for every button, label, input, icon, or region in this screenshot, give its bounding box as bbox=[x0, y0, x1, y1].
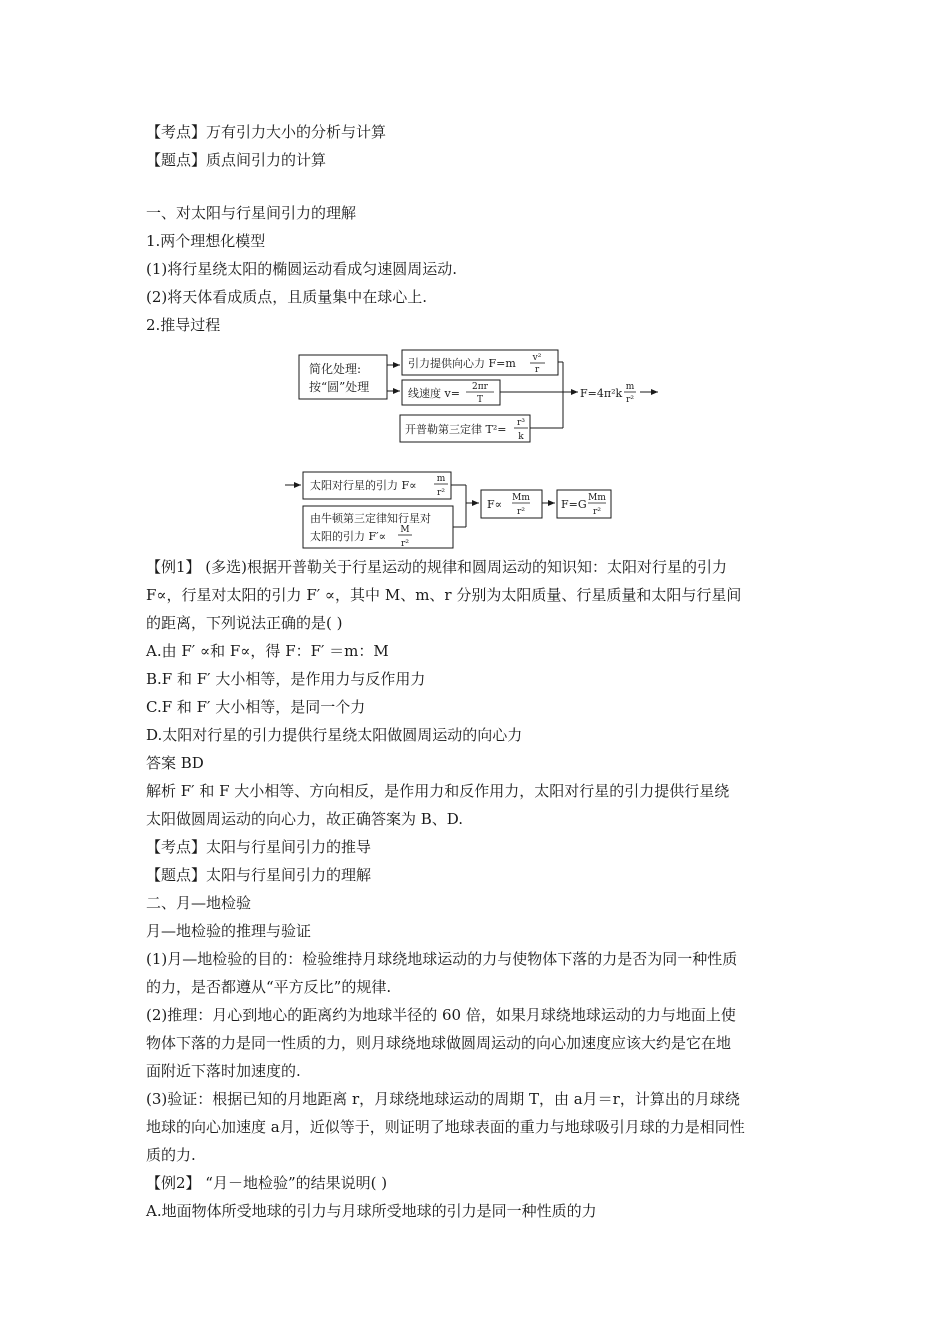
gravitation-law-num: Mm bbox=[588, 493, 606, 503]
kepler-result-text: F=4π²k bbox=[580, 387, 623, 400]
option-a: A.由 F′ ∝和 F∝，得 F：F′ ＝m：M bbox=[146, 642, 389, 660]
kaodian-line-2: 【考点】太阳与行星间引力的推导 bbox=[146, 838, 372, 856]
verification-line-2: 地球的向心加速度 a月，近似等于，则证明了地球表面的重力与地球吸引月球的力是相同性 bbox=[146, 1118, 745, 1136]
derivation-diagram bbox=[0, 0, 950, 560]
example-1-stem: 【例1】 (多选)根据开普勒关于行星运动的规律和圆周运动的知识知：太阳对行星的引力 bbox=[146, 558, 728, 576]
model-item-2: (2)将天体看成质点，且质量集中在球心上. bbox=[146, 288, 428, 306]
example-1-stem-2: F∝，行星对太阳的引力 F′ ∝，其中 M、m、r 分别为太阳质量、行星质量和太阳与行星间 bbox=[146, 586, 742, 604]
proportional-num: Mm bbox=[512, 493, 530, 503]
answer-line: 答案 BD bbox=[146, 754, 204, 772]
kepler-text: 开普勒第三定律 T²= bbox=[405, 423, 507, 436]
kaodian-line: 【考点】万有引力大小的分析与计算 bbox=[146, 123, 387, 141]
proportional-text: F∝ bbox=[487, 498, 503, 511]
newton-third-den: r² bbox=[401, 539, 409, 549]
purpose-line-2: 的力，是否都遵从“平方反比”的规律. bbox=[146, 978, 392, 996]
option-d: D.太阳对行星的引力提供行星绕太阳做圆周运动的向心力 bbox=[146, 726, 523, 744]
kepler-num: r³ bbox=[517, 418, 525, 428]
moon-earth-subheading: 月—地检验的推理与验证 bbox=[146, 922, 312, 940]
analysis-line-1: 解析 F′ 和 F 大小相等、方向相反，是作用力和反作用力，太阳对行星的引力提供行星绕 bbox=[146, 782, 730, 800]
gravitation-law-den: r² bbox=[593, 507, 601, 517]
sun-on-planet-num: m bbox=[436, 474, 446, 484]
kepler-result-num: m bbox=[625, 382, 635, 392]
sun-on-planet-text: 太阳对行星的引力 F∝ bbox=[310, 479, 417, 492]
reasoning-line-2: 物体下落的力是同一性质的力，则月球绕地球做圆周运动的向心加速度应该大约是它在地 bbox=[146, 1034, 732, 1052]
subheading-derivation: 2.推导过程 bbox=[146, 316, 221, 334]
verification-line-3: 质的力. bbox=[146, 1146, 196, 1164]
subheading-models: 1.两个理想化模型 bbox=[146, 232, 266, 250]
example-1-stem-3: 的距离，下列说法正确的是( ) bbox=[146, 614, 343, 632]
reasoning-line-1: (2)推理：月心到地心的距离约为地球半径的 60 倍，如果月球绕地球运动的力与地面上使 bbox=[146, 1006, 736, 1024]
analysis-line-2: 太阳做圆周运动的向心力，故正确答案为 B、D. bbox=[146, 810, 464, 828]
simplify-label-1: 简化处理: bbox=[309, 362, 362, 376]
proportional-den: r² bbox=[517, 507, 525, 517]
purpose-line-1: (1)月—地检验的目的：检验维持月球绕地球运动的力与使物体下落的力是否为同一种性质 bbox=[146, 950, 738, 968]
tidian-line: 【题点】质点间引力的计算 bbox=[146, 151, 327, 169]
reasoning-line-3: 面附近下落时加速度的. bbox=[146, 1062, 301, 1080]
verification-line-1: (3)验证：根据已知的月地距离 r，月球绕地球运动的周期 T，由 a月＝r，计算出的月球绕 bbox=[146, 1090, 740, 1108]
velocity-num: 2πr bbox=[472, 382, 488, 392]
sun-on-planet-den: r² bbox=[437, 488, 445, 498]
tidian-line-2: 【题点】太阳与行星间引力的理解 bbox=[146, 866, 372, 884]
section-heading-1: 一、对太阳与行星间引力的理解 bbox=[146, 204, 357, 222]
newton-third-num: M bbox=[400, 525, 410, 535]
newton-third-text: 太阳的引力 F′∝ bbox=[310, 530, 387, 543]
model-item-1: (1)将行星绕太阳的椭圆运动看成匀速圆周运动. bbox=[146, 260, 458, 278]
option-b: B.F 和 F′ 大小相等，是作用力与反作用力 bbox=[146, 670, 426, 688]
centripetal-den: r bbox=[534, 365, 540, 375]
kepler-den: k bbox=[518, 432, 524, 442]
simplify-label-2: 按“圆”处理 bbox=[309, 380, 370, 394]
newton-third-line1: 由牛顿第三定律知行星对 bbox=[310, 512, 431, 525]
centripetal-text: 引力提供向心力 F=m bbox=[408, 357, 516, 370]
gravitation-law-text: F=G bbox=[561, 498, 587, 511]
centripetal-num: v² bbox=[532, 353, 542, 363]
kepler-result-den: r² bbox=[626, 395, 634, 405]
velocity-den: T bbox=[476, 395, 484, 405]
example-2-option-a: A.地面物体所受地球的引力与月球所受地球的引力是同一种性质的力 bbox=[146, 1202, 597, 1220]
option-c: C.F 和 F′ 大小相等，是同一个力 bbox=[146, 698, 366, 716]
section-heading-2: 二、月—地检验 bbox=[146, 894, 252, 912]
velocity-text: 线速度 v= bbox=[408, 387, 460, 400]
example-2-stem: 【例2】 “月－地检验”的结果说明( ) bbox=[146, 1174, 388, 1192]
